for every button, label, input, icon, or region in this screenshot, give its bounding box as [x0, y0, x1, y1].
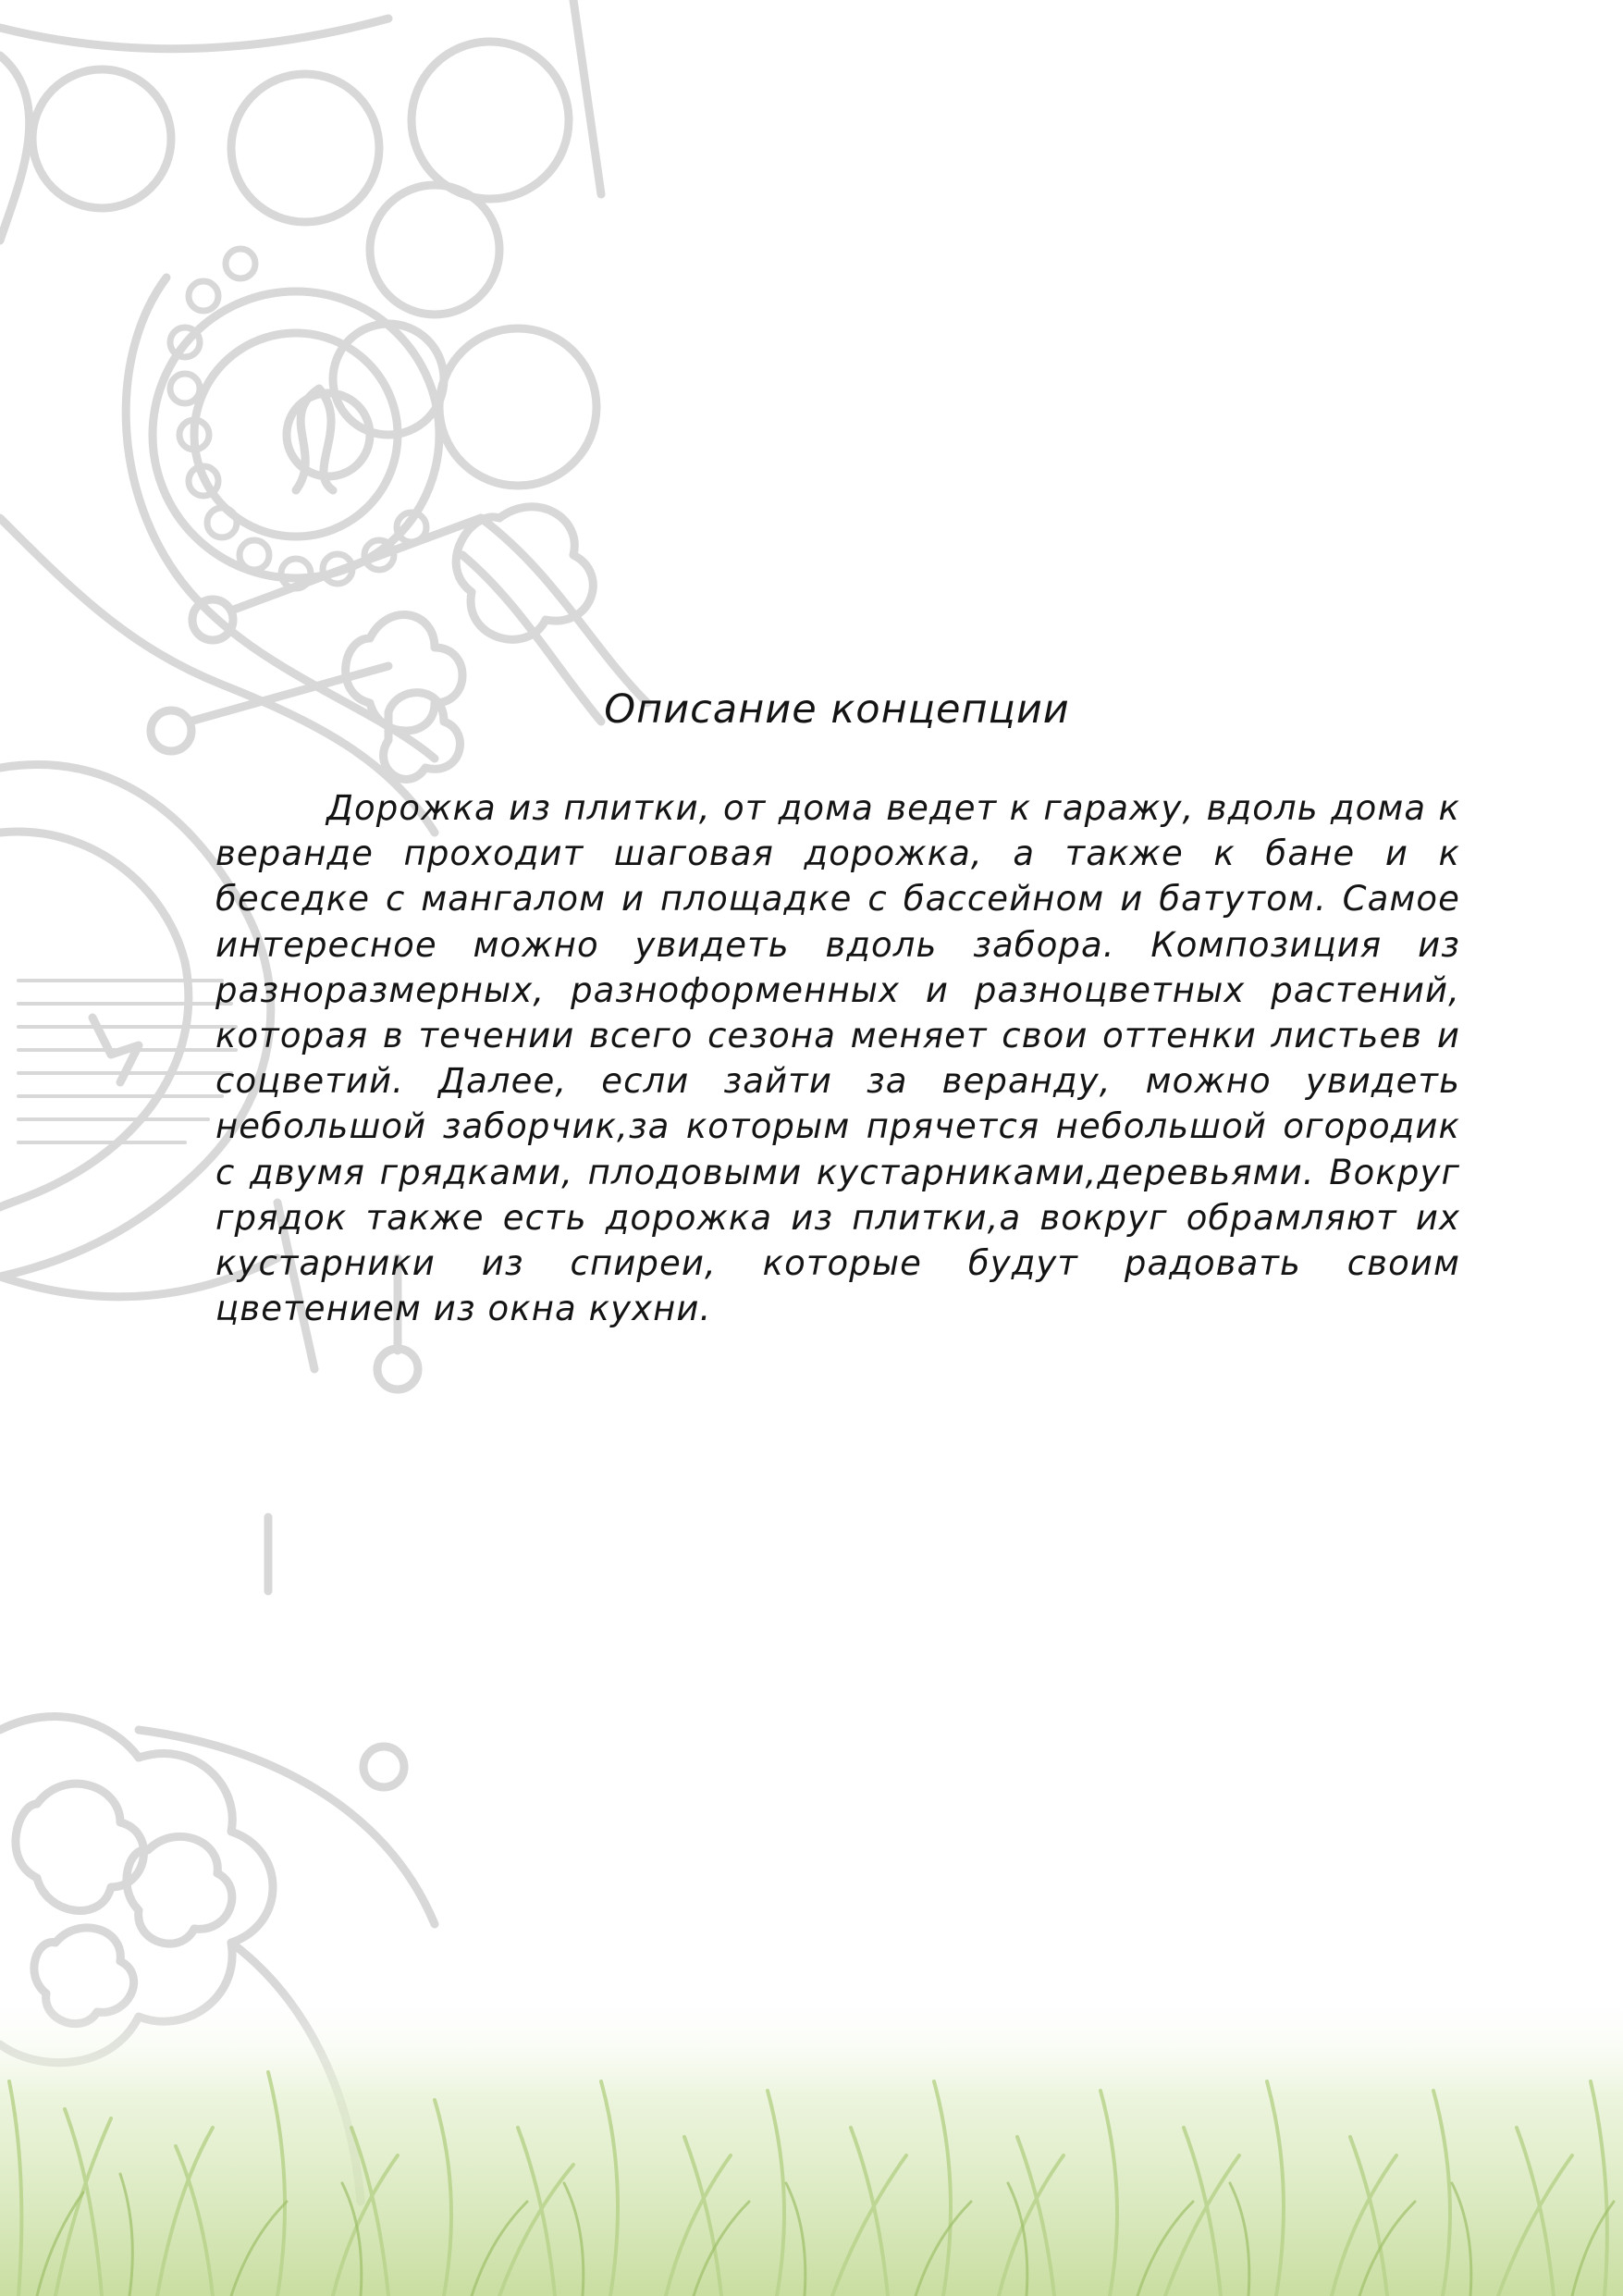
document-title: Описание концепции: [604, 686, 1070, 733]
concept-description-paragraph: Дорожка из плитки, от дома ведет к гаражу, вдоль дома к веранде проходит шаговая дорожка, а также к бане и к беседке с мангалом и площадке с бассейном и батутом. Самое интересное можно увидеть вдоль забора. Композиция из разноразмерных, разноформенных и разноцветных растений, которая в течении всего сезона меняет свои оттенки листьев и соцветий. Далее, если зайти за веранду, можно увидеть небольшой заборчик,за которым прячется небольшой огородик с двумя грядками, плодовыми кустарниками,деревьями. Вокруг грядок также есть дорожка из плитки,а вокруг обрамляют их кустарники из спиреи, которые будут радовать своим цветением из окна кухни.: [215, 788, 1460, 1329]
